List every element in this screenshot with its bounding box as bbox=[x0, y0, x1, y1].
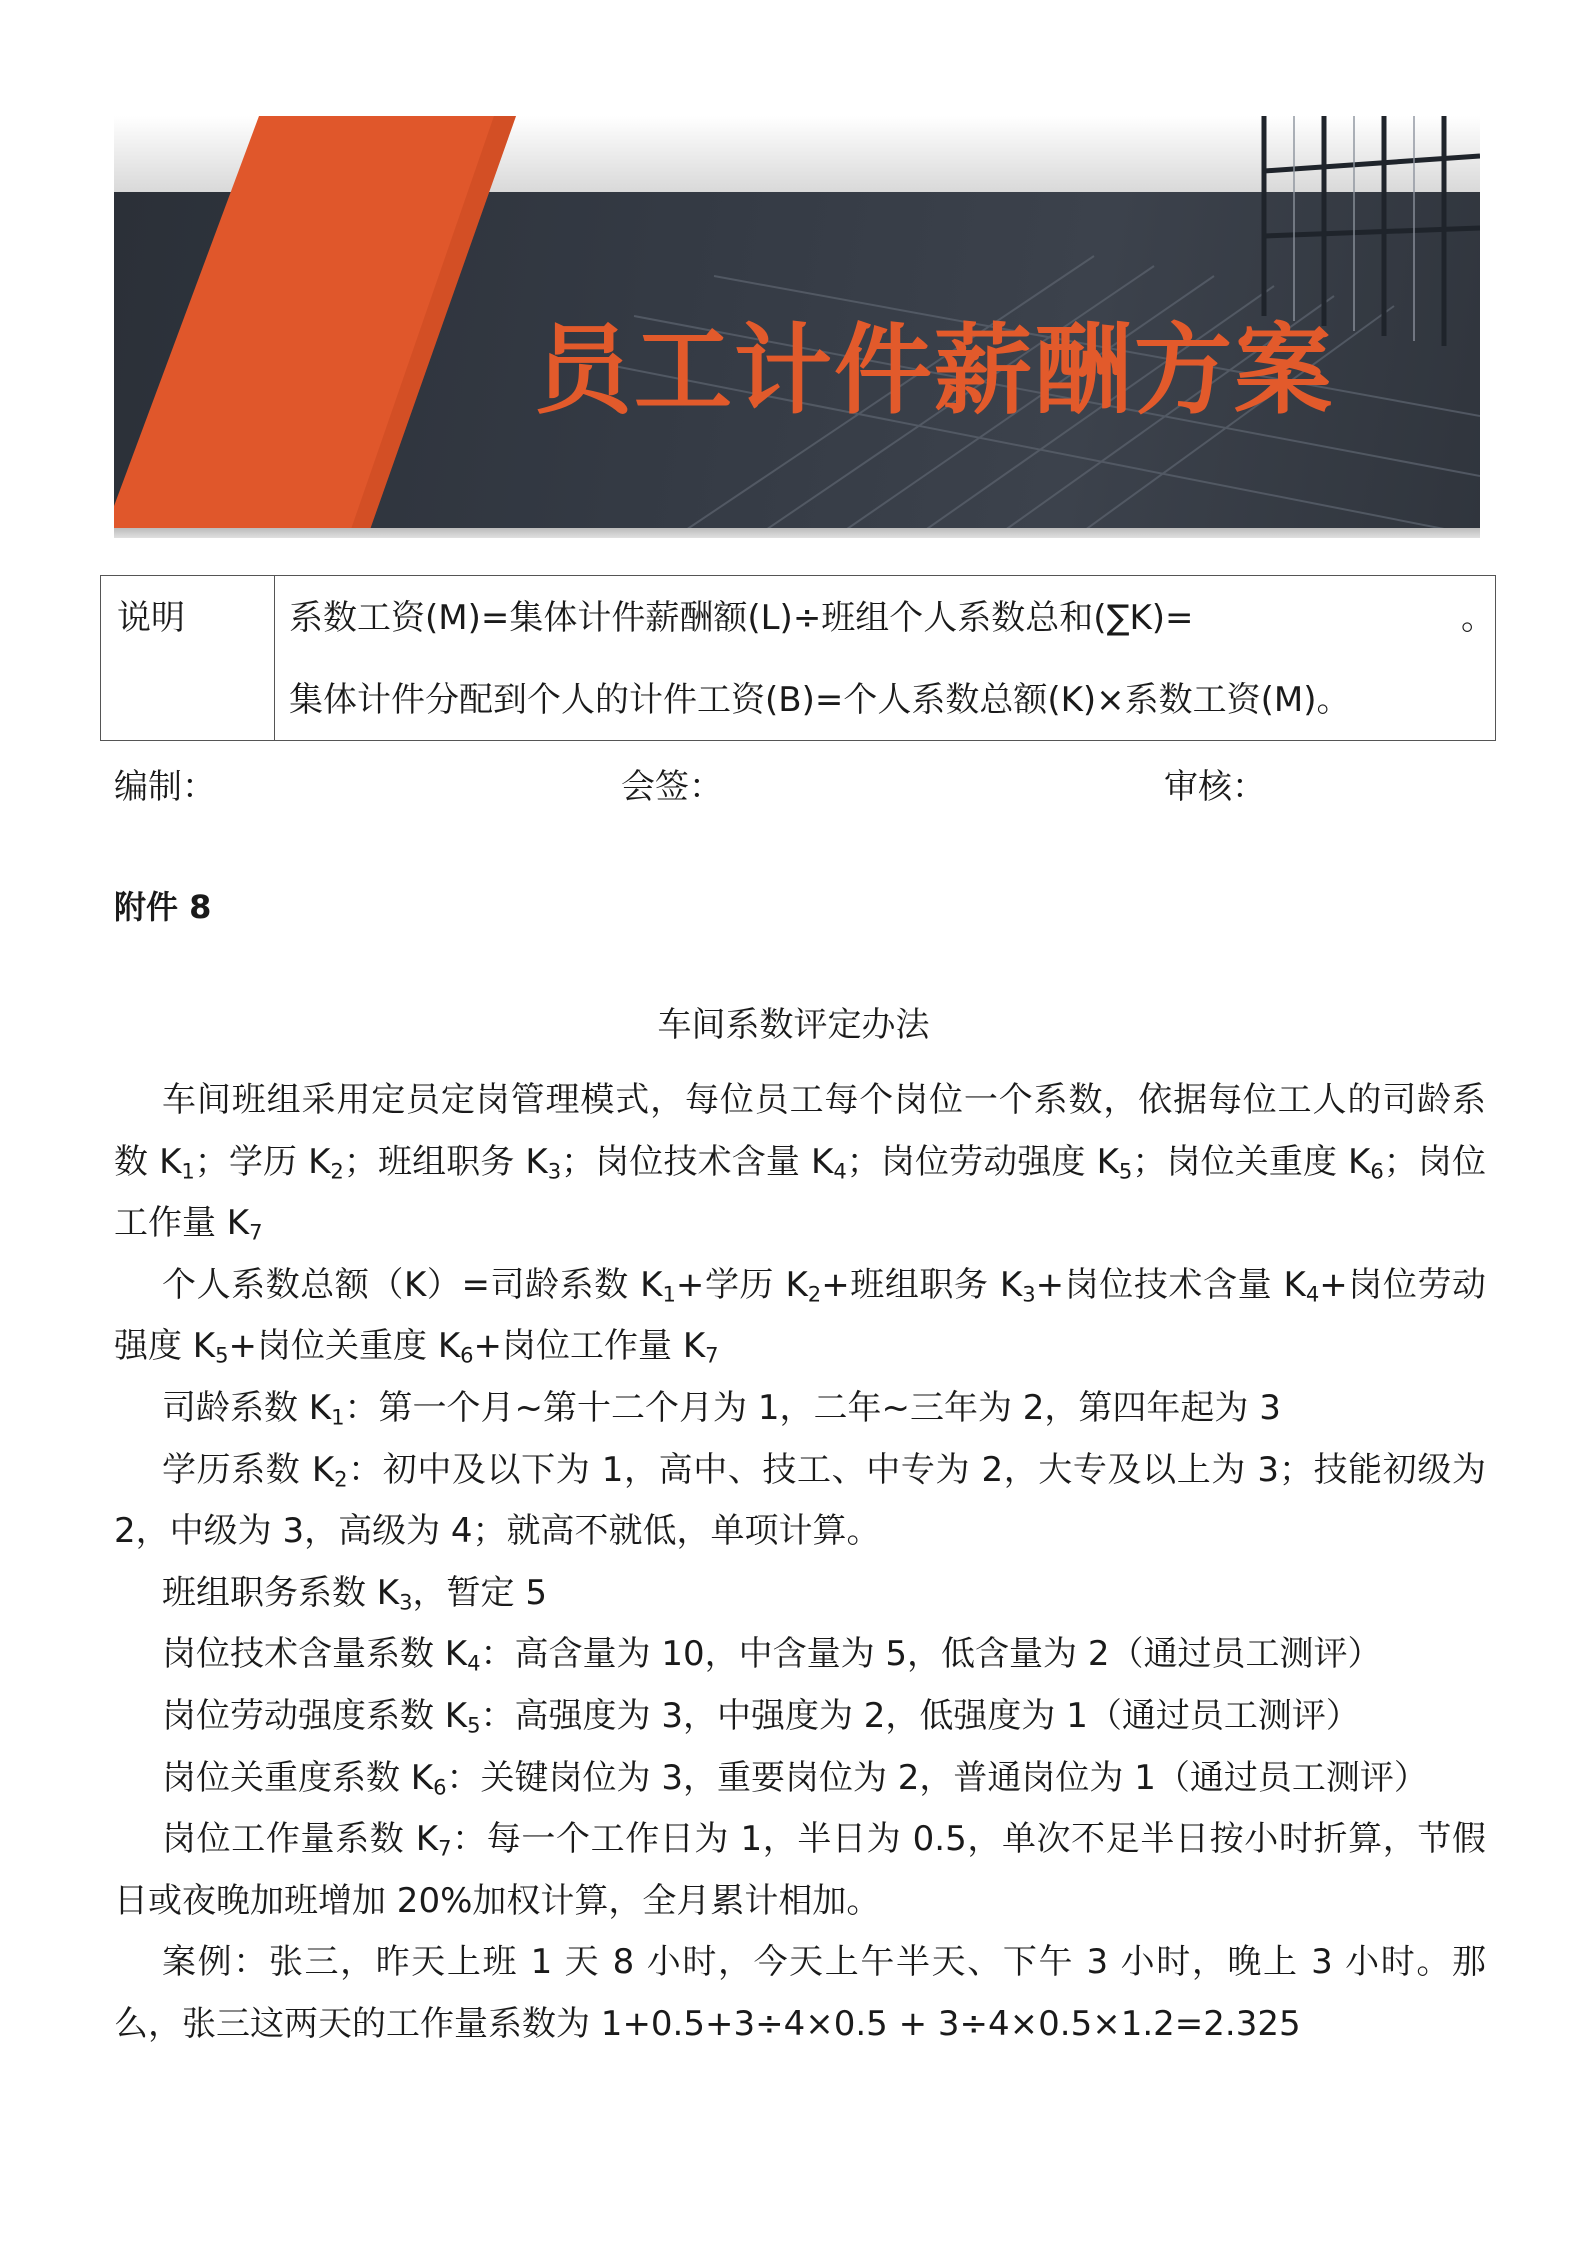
explanation-table bbox=[100, 575, 1496, 741]
countersign-label: 会签： bbox=[621, 767, 723, 807]
compiled-by-label: 编制： bbox=[114, 767, 216, 807]
paragraph-workload: 岗位工作量系数 $K_7$：每一个工作日为 1，半日为 0.5，单次不足半日按小时折算，节假日或夜晚加班增加 20%加权计算，全月累计相加。 bbox=[114, 1819, 1486, 1921]
paragraph-team-role: 班组职务系数 $K_3$，暂定 5 bbox=[162, 1572, 547, 1615]
banner-title: 员工计件薪酬方案 bbox=[534, 314, 1335, 428]
paragraph-technical-content: 岗位技术含量系数 $K_4$：高含量为 10，中含量为 5，低含量为 2（通过员工测评） bbox=[162, 1634, 1382, 1676]
reviewed-by-label: 审核： bbox=[1164, 767, 1266, 807]
explanation-label-cell bbox=[101, 576, 275, 740]
explanation-label: 说明 bbox=[117, 598, 185, 638]
formula-end-mark: 。 bbox=[1461, 598, 1495, 638]
coefficient-wage-formula: 系数工资(M)=集体计件薪酬额(L)÷班组个人系数总和(∑K)= bbox=[289, 598, 1194, 638]
piece-wage-formula: 集体计件分配到个人的计件工资(B)=个人系数总额(K)×系数工资(M)。 bbox=[289, 680, 1351, 720]
appendix-heading: 附件 8 bbox=[114, 888, 212, 926]
paragraph-criticality: 岗位关重度系数 $K_6$：关键岗位为 3，重要岗位为 2，普通岗位为 1（通过员工测评） bbox=[162, 1757, 1428, 1799]
paragraph-education: 学历系数 $K_2$：初中及以下为 1，高中、技工、中专为 2，大专及以上为 3；技能初级为 2，中级为 3，高级为 4；就高不就低，单项计算。 bbox=[114, 1449, 1486, 1552]
paragraph-labor-intensity: 岗位劳动强度系数 $K_5$：高强度为 3，中强度为 2，低强度为 1（通过员工测评） bbox=[162, 1695, 1360, 1738]
paragraph-intro: 车间班组采用定员定岗管理模式，每位员工每个岗位一个系数，依据每位工人的司龄系数 $K_1$；学历 $K_2$；班组职务 $K_3$；岗位技术含量 $K_4$；岗位劳动强度 $K_5$；岗位关重度 $K_6$；岗位工作量 $K_7$ bbox=[114, 1080, 1487, 1245]
paragraph-total-formula: 个人系数总额（K）=司龄系数 $K_1+$学历 $K_2+$班组职务 $K_3+$岗位技术含量 $K_4+$岗位劳动强度 $K_5+$岗位关重度 $K_6+$岗位工作量 $K_7$ bbox=[114, 1264, 1487, 1368]
document-title: 车间系数评定办法 bbox=[657, 1005, 930, 1045]
paragraph-example: 案例：张三，昨天上班 1 天 8 小时，今天上午半天、下午 3 小时，晚上 3 小时。那么，张三这两天的工作量系数为 1+0.5+3÷4×0.5 + 3÷4×0.5×1.2=2.325 bbox=[114, 1942, 1486, 2044]
banner-bottom-edge bbox=[114, 528, 1480, 538]
paragraph-seniority: 司龄系数 $K_1$：第一个月~第十二个月为 1，二年~三年为 2，第四年起为 3 bbox=[162, 1387, 1281, 1430]
document-body bbox=[114, 1070, 1486, 2056]
header-banner bbox=[114, 116, 1480, 538]
